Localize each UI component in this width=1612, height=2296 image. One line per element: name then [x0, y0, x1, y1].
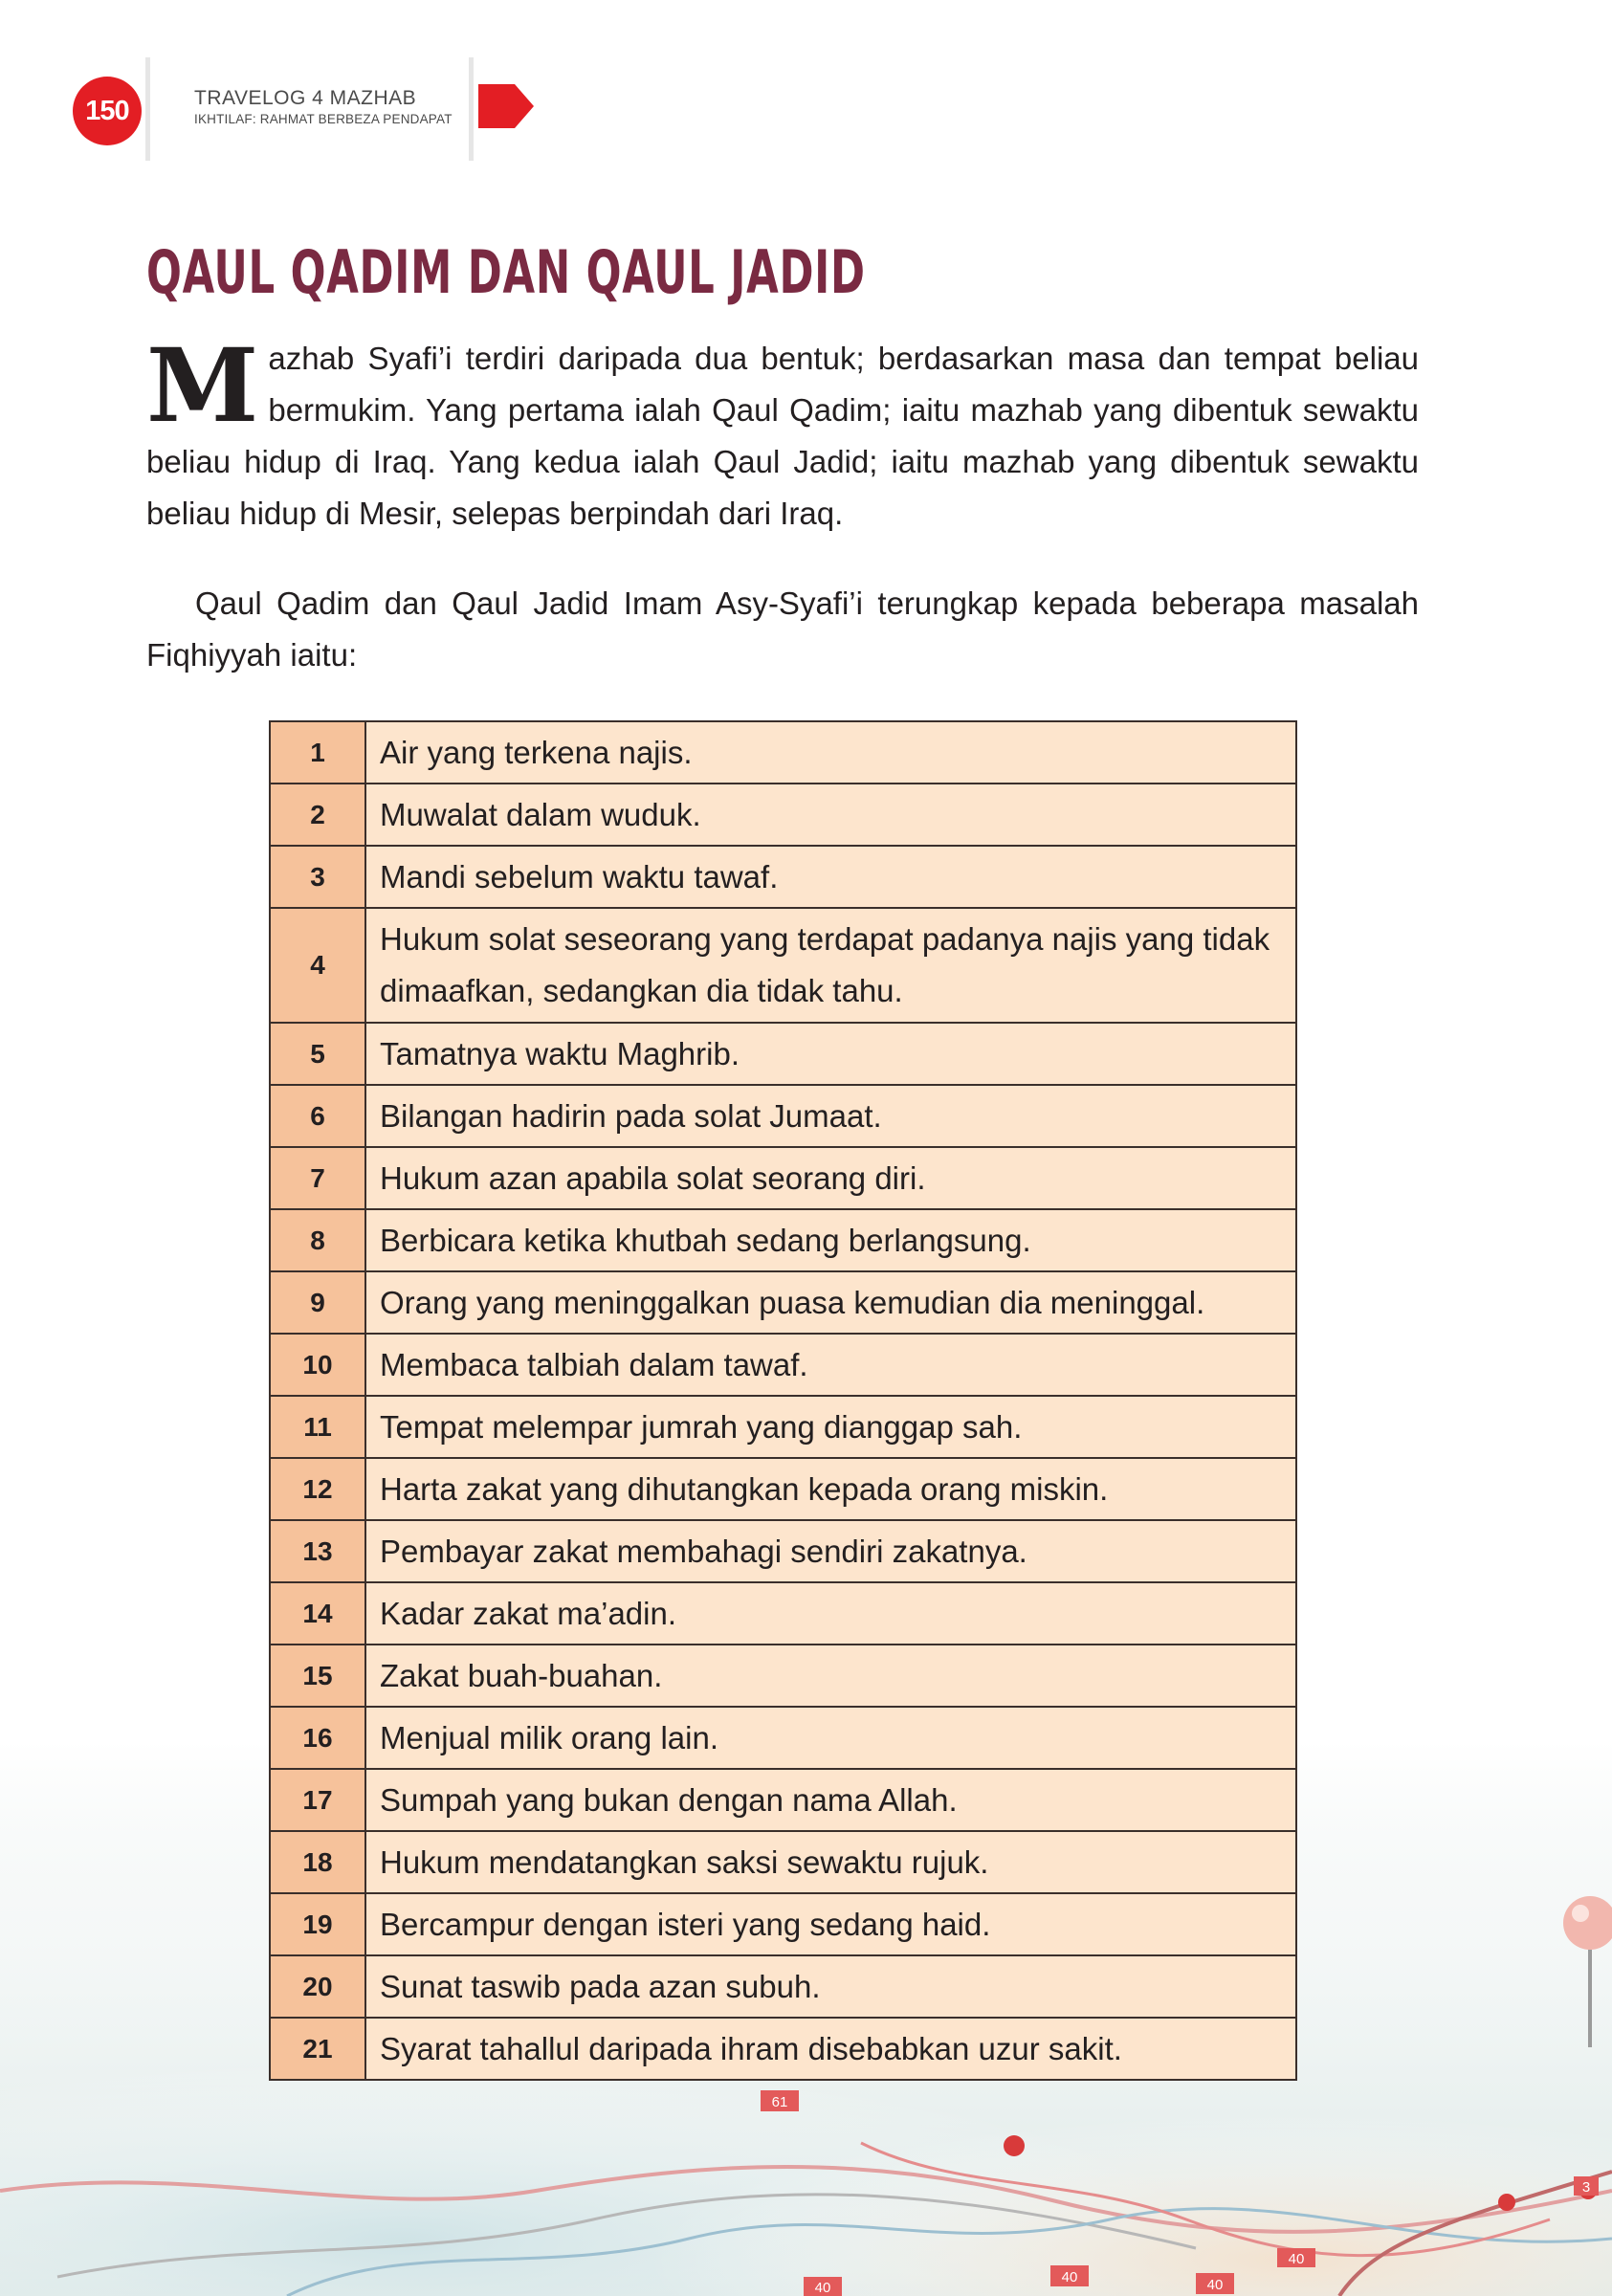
map-route-sign — [804, 2277, 842, 2296]
issue-text: Membaca talbiah dalam tawaf. — [365, 1334, 1296, 1396]
table-row — [270, 721, 1296, 784]
issue-number: 9 — [270, 1271, 365, 1334]
issue-text: Menjual milik orang lain. — [365, 1707, 1296, 1769]
fiqh-issues-table — [269, 720, 1297, 2081]
dropcap-letter: M — [146, 325, 259, 445]
issue-text: Zakat buah-buahan. — [365, 1645, 1296, 1707]
issue-text: Bercampur dengan isteri yang sedang haid. — [365, 1893, 1296, 1955]
svg-text:40: 40 — [1206, 2277, 1224, 2293]
issue-number: 6 — [270, 1085, 365, 1147]
issue-number: 8 — [270, 1209, 365, 1271]
intro-paragraph-text: azhab Syafi’i terdiri daripada dua bentuk; berdasarkan masa dan tempat beliau bermukim. Yang pertama ialah Qaul Qadim; iaitu mazhab yang dibentuk sewaktu beliau hidup di Iraq. Yang kedua ialah Qaul Jadid; iaitu mazhab yang dibentuk sewaktu beliau hidup di Mesir, selepas berpindah dari Iraq. — [146, 341, 1419, 531]
issue-text: Syarat tahallul daripada ihram disebabkan uzur sakit. — [365, 2018, 1296, 2080]
issue-number: 11 — [270, 1396, 365, 1458]
table-row — [270, 908, 1296, 1023]
issue-text: Tempat melempar jumrah yang dianggap sah. — [365, 1396, 1296, 1458]
table-row — [270, 1334, 1296, 1396]
map-route-sign — [1196, 2273, 1234, 2294]
table-row — [270, 784, 1296, 846]
table-row — [270, 1520, 1296, 1582]
table-row — [270, 846, 1296, 908]
issue-text: Sunat taswib pada azan subuh. — [365, 1955, 1296, 2018]
issue-text: Bilangan hadirin pada solat Jumaat. — [365, 1085, 1296, 1147]
svg-text:40: 40 — [1288, 2251, 1305, 2267]
issue-text: Hukum solat seseorang yang terdapat padanya najis yang tidak dimaafkan, sedangkan dia tidak tahu. — [365, 908, 1296, 1023]
table-row — [270, 1582, 1296, 1645]
table-row — [270, 1396, 1296, 1458]
issue-number: 14 — [270, 1582, 365, 1645]
table-row — [270, 1831, 1296, 1893]
issue-number: 15 — [270, 1645, 365, 1707]
issue-text: Kadar zakat ma’adin. — [365, 1582, 1296, 1645]
issue-text: Harta zakat yang dihutangkan kepada orang miskin. — [365, 1458, 1296, 1520]
issue-text: Muwalat dalam wuduk. — [365, 784, 1296, 846]
issue-number: 19 — [270, 1893, 365, 1955]
issue-text: Hukum mendatangkan saksi sewaktu rujuk. — [365, 1831, 1296, 1893]
issue-text: Hukum azan apabila solat seorang diri. — [365, 1147, 1296, 1209]
issue-text: Berbicara ketika khutbah sedang berlangsung. — [365, 1209, 1296, 1271]
issue-number: 21 — [270, 2018, 365, 2080]
issue-text: Orang yang meninggalkan puasa kemudian dia meninggal. — [365, 1271, 1296, 1334]
issue-number: 12 — [270, 1458, 365, 1520]
arrow-marker-icon — [478, 84, 536, 128]
table-row — [270, 1893, 1296, 1955]
table-row — [270, 1147, 1296, 1209]
issue-number: 3 — [270, 846, 365, 908]
issue-text: Tamatnya waktu Maghrib. — [365, 1023, 1296, 1085]
map-route-sign — [1277, 2248, 1315, 2267]
issue-number: 17 — [270, 1769, 365, 1831]
issue-number: 18 — [270, 1831, 365, 1893]
table-row — [270, 1645, 1296, 1707]
header-divider-right — [469, 57, 474, 161]
header-divider-left — [145, 57, 150, 161]
table-row — [270, 1271, 1296, 1334]
svg-text:61: 61 — [771, 2094, 788, 2110]
table-row — [270, 1209, 1296, 1271]
table-row — [270, 1023, 1296, 1085]
issue-number: 16 — [270, 1707, 365, 1769]
table-row — [270, 2018, 1296, 2080]
table-row — [270, 1458, 1296, 1520]
issue-number: 20 — [270, 1955, 365, 2018]
table-row — [270, 1769, 1296, 1831]
issue-number: 13 — [270, 1520, 365, 1582]
table-row — [270, 1955, 1296, 2018]
second-paragraph: Qaul Qadim dan Qaul Jadid Imam Asy-Syafi’i terungkap kepada beberapa masalah Fiqhiyyah iaitu: — [146, 585, 1419, 673]
issue-number: 2 — [270, 784, 365, 846]
issue-number: 7 — [270, 1147, 365, 1209]
section-title: QAUL QADIM DAN QAUL JADID — [146, 237, 866, 307]
svg-text:40: 40 — [1061, 2269, 1078, 2285]
book-title: TRAVELOG 4 MAZHAB — [194, 87, 417, 109]
issue-text: Pembayar zakat membahagi sendiri zakatnya. — [365, 1520, 1296, 1582]
table-row — [270, 1085, 1296, 1147]
page-number-badge: 150 — [73, 77, 142, 145]
table-row — [270, 1707, 1296, 1769]
map-route-sign — [1574, 2176, 1599, 2196]
issue-number: 10 — [270, 1334, 365, 1396]
book-subtitle: IKHTILAF: RAHMAT BERBEZA PENDAPAT — [194, 112, 453, 126]
issue-text: Sumpah yang bukan dengan nama Allah. — [365, 1769, 1296, 1831]
map-pin-icon — [1552, 1894, 1612, 2047]
map-route-sign — [1050, 2265, 1089, 2286]
svg-text:3: 3 — [1581, 2179, 1591, 2196]
map-route-sign — [761, 2090, 799, 2111]
issue-number: 4 — [270, 908, 365, 1023]
issue-text: Mandi sebelum waktu tawaf. — [365, 846, 1296, 908]
issue-number: 1 — [270, 721, 365, 784]
intro-paragraph — [146, 325, 1419, 540]
svg-text:40: 40 — [814, 2280, 831, 2296]
issue-text: Air yang terkena najis. — [365, 721, 1296, 784]
issue-number: 5 — [270, 1023, 365, 1085]
